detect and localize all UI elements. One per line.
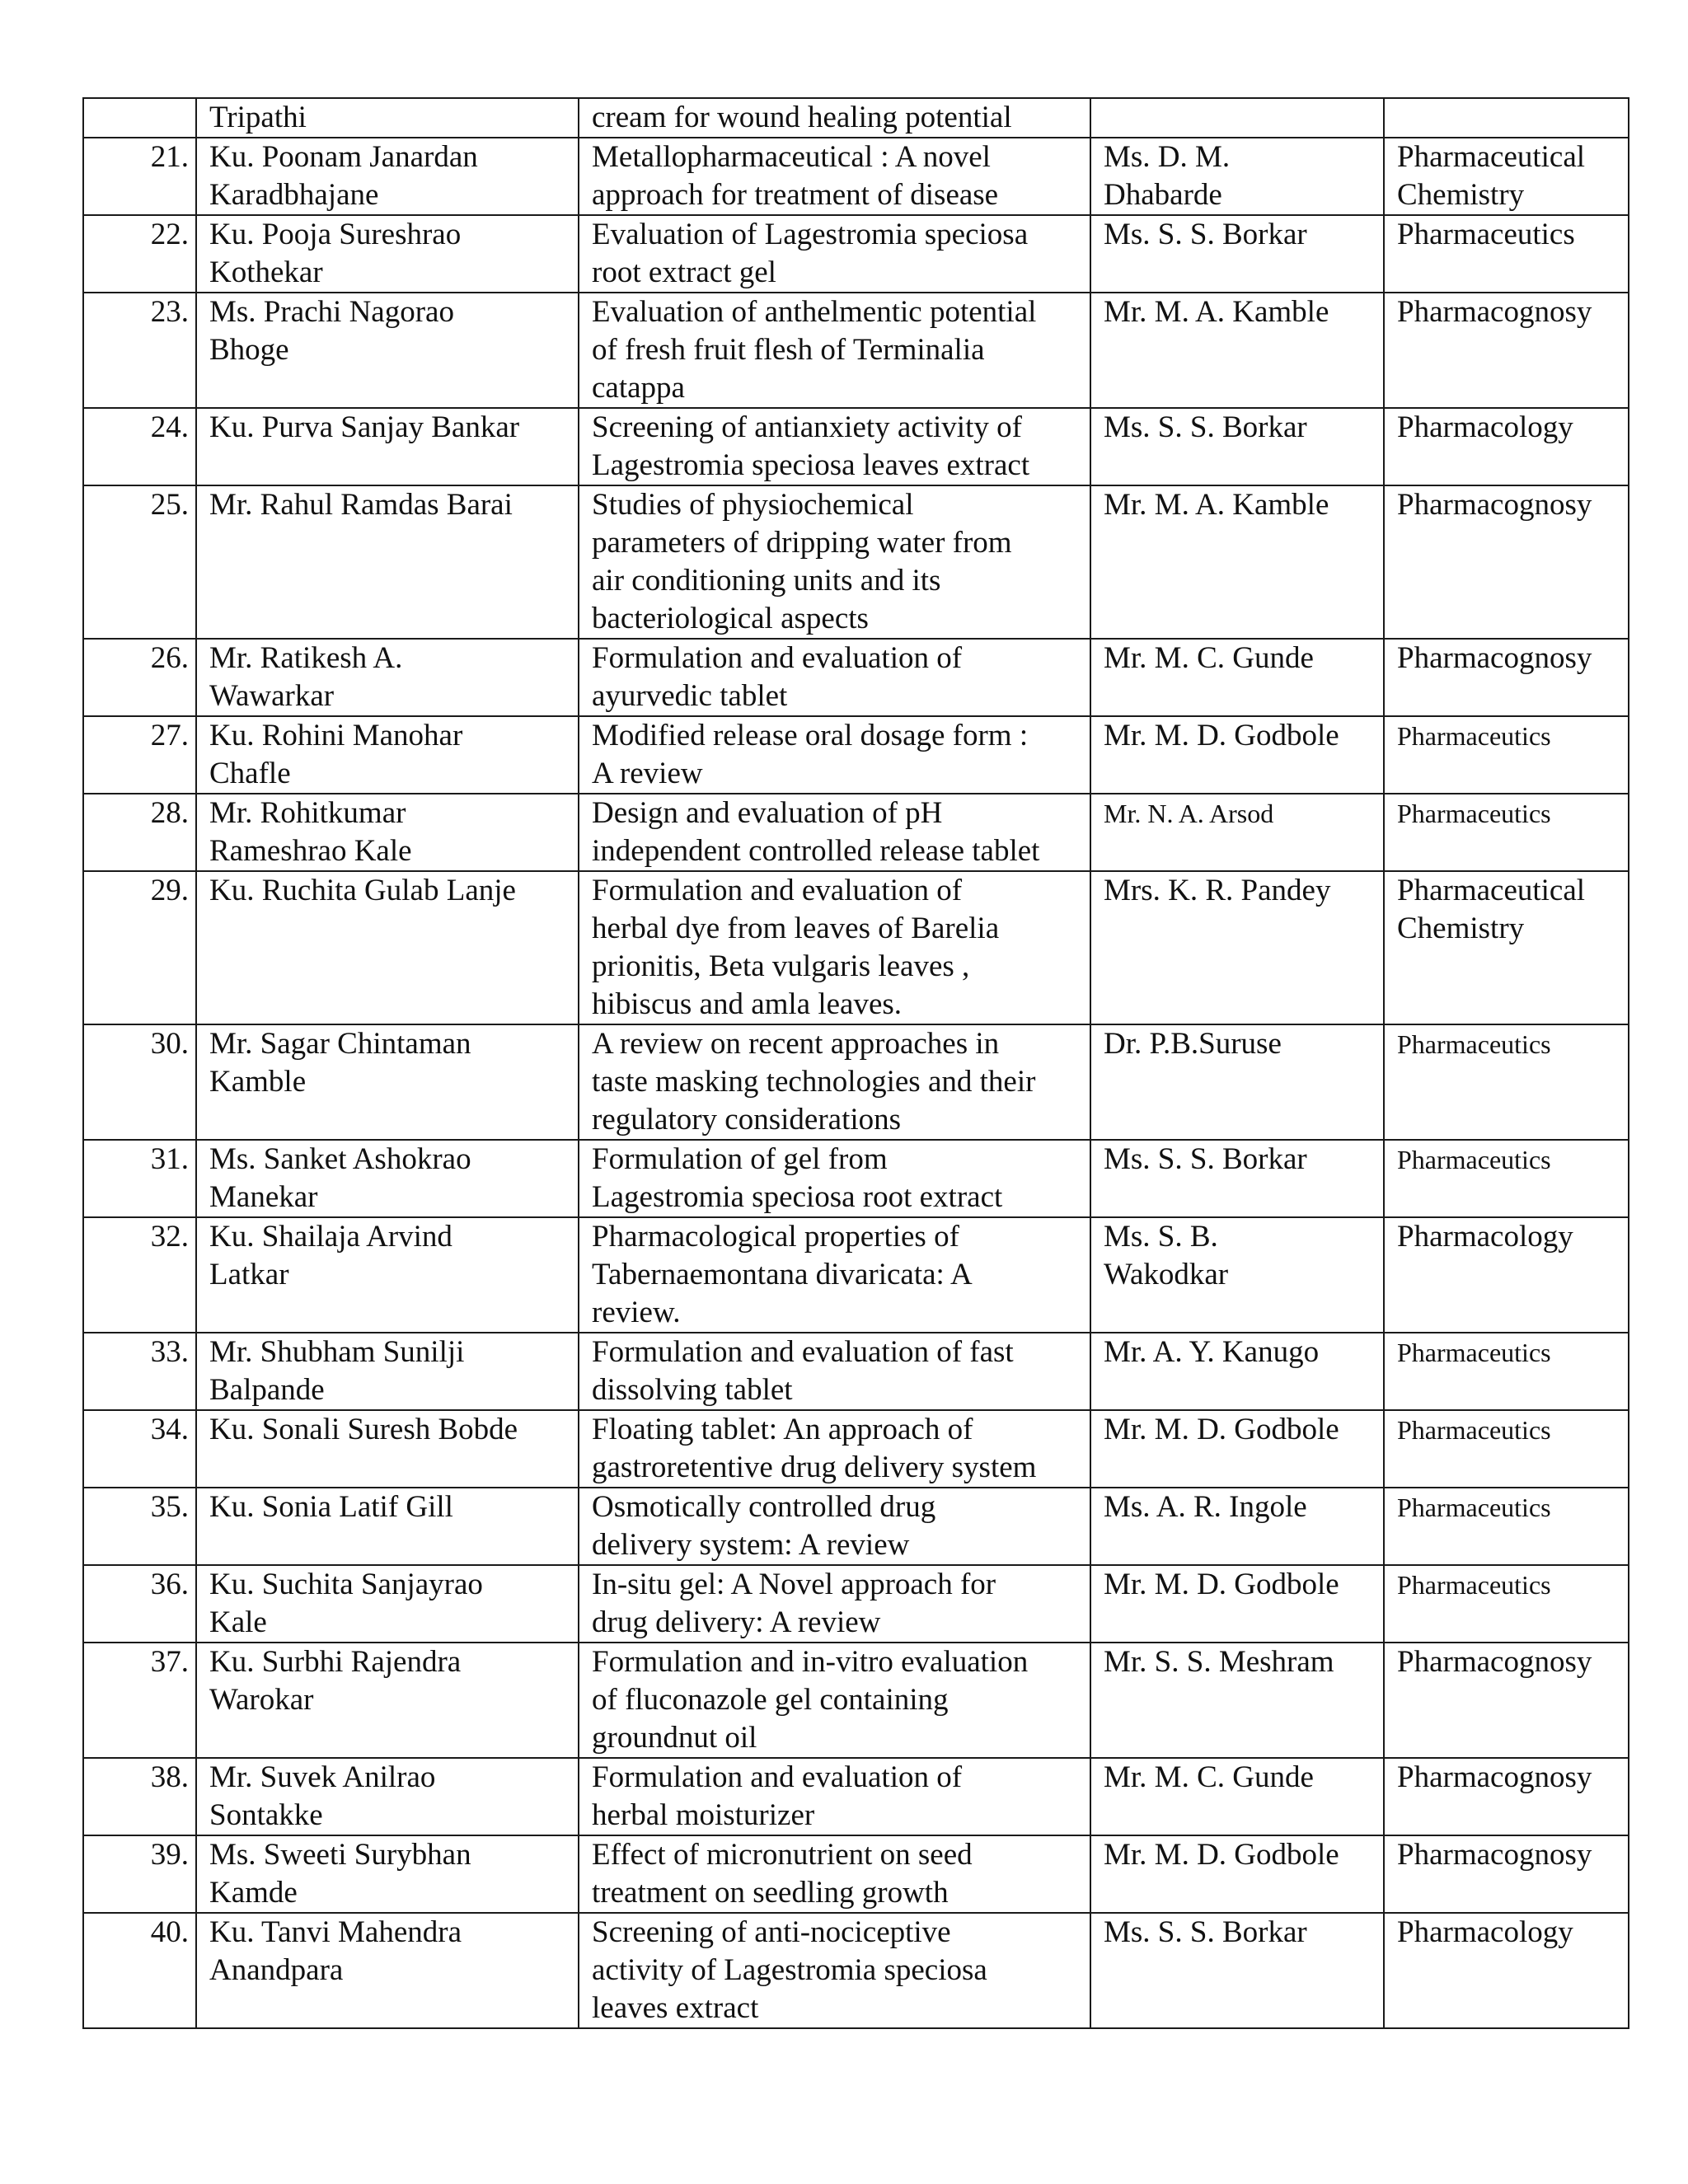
table-row xyxy=(83,1333,1629,1410)
student-name-cell: Ku. Sonali Suresh Bobde xyxy=(196,1410,579,1488)
serial-number-cell: 24. xyxy=(83,408,196,485)
student-name-cell: Ms. Prachi Nagorao Bhoge xyxy=(196,293,579,408)
table-row xyxy=(83,1643,1629,1758)
table-row xyxy=(83,1488,1629,1565)
table-row xyxy=(83,794,1629,871)
serial-number-cell: 40. xyxy=(83,1913,196,2028)
student-name-cell: Mr. Rohitkumar Rameshrao Kale xyxy=(196,794,579,871)
project-title-cell: Screening of anti-nociceptive activity of Lagestromia speciosa leaves extract xyxy=(579,1913,1090,2028)
table-row xyxy=(83,408,1629,485)
student-name-cell: Mr. Rahul Ramdas Barai xyxy=(196,485,579,639)
project-title-cell: Evaluation of anthelmentic potential of fresh fruit flesh of Terminalia catappa xyxy=(579,293,1090,408)
guide-name-cell: Mr. M. C. Gunde xyxy=(1090,1758,1384,1835)
serial-number-cell: 22. xyxy=(83,215,196,293)
student-name-cell: Ku. Shailaja Arvind Latkar xyxy=(196,1217,579,1333)
serial-number-cell: 34. xyxy=(83,1410,196,1488)
student-name-cell: Ms. Sweeti Surybhan Kamde xyxy=(196,1835,579,1913)
serial-number-cell: 32. xyxy=(83,1217,196,1333)
table-row xyxy=(83,639,1629,716)
guide-name-cell: Ms. S. S. Borkar xyxy=(1090,215,1384,293)
table-row xyxy=(83,1913,1629,2028)
guide-name-cell: Dr. P.B.Suruse xyxy=(1090,1024,1384,1140)
department-cell: Pharmacology xyxy=(1384,408,1629,485)
project-title-cell: Floating tablet: An approach of gastroretentive drug delivery system xyxy=(579,1410,1090,1488)
table-row xyxy=(83,215,1629,293)
department-cell: Pharmacognosy xyxy=(1384,293,1629,408)
project-title-cell: Pharmacological properties of Tabernaemontana divaricata: A review. xyxy=(579,1217,1090,1333)
guide-name-cell: Mr. M. D. Godbole xyxy=(1090,1835,1384,1913)
serial-number-cell: 28. xyxy=(83,794,196,871)
department-cell: Pharmaceutics xyxy=(1384,215,1629,293)
department-cell: Pharmaceutics xyxy=(1384,1333,1629,1410)
department-cell: Pharmacology xyxy=(1384,1913,1629,2028)
guide-name-cell: Ms. A. R. Ingole xyxy=(1090,1488,1384,1565)
table-row xyxy=(83,1410,1629,1488)
serial-number-cell: 37. xyxy=(83,1643,196,1758)
guide-name-cell: Ms. S. S. Borkar xyxy=(1090,408,1384,485)
student-name-cell: Mr. Suvek Anilrao Sontakke xyxy=(196,1758,579,1835)
serial-number-cell: 25. xyxy=(83,485,196,639)
guide-name-cell: Mr. M. A. Kamble xyxy=(1090,485,1384,639)
student-name-cell: Ku. Pooja Sureshrao Kothekar xyxy=(196,215,579,293)
guide-name-cell: Mr. M. D. Godbole xyxy=(1090,716,1384,794)
project-title-cell: Formulation of gel from Lagestromia speciosa root extract xyxy=(579,1140,1090,1217)
student-name-cell: Ms. Sanket Ashokrao Manekar xyxy=(196,1140,579,1217)
department-cell: Pharmaceutics xyxy=(1384,1565,1629,1643)
guide-name-cell: Mr. M. A. Kamble xyxy=(1090,293,1384,408)
table-row xyxy=(83,1217,1629,1333)
department-cell: Pharmaceutics xyxy=(1384,1024,1629,1140)
department-cell: Pharmacognosy xyxy=(1384,1758,1629,1835)
project-title-cell: cream for wound healing potential xyxy=(579,98,1090,138)
department-cell: Pharmaceutical Chemistry xyxy=(1384,138,1629,215)
serial-number-cell: 27. xyxy=(83,716,196,794)
project-title-cell: Formulation and evaluation of ayurvedic tablet xyxy=(579,639,1090,716)
project-title-cell: Modified release oral dosage form : A review xyxy=(579,716,1090,794)
project-title-cell: Effect of micronutrient on seed treatment on seedling growth xyxy=(579,1835,1090,1913)
table-row xyxy=(83,716,1629,794)
project-title-cell: Design and evaluation of pH independent controlled release tablet xyxy=(579,794,1090,871)
student-name-cell: Mr. Shubham Sunilji Balpande xyxy=(196,1333,579,1410)
student-name-cell: Ku. Surbhi Rajendra Warokar xyxy=(196,1643,579,1758)
project-title-cell: Metallopharmaceutical : A novel approach for treatment of disease xyxy=(579,138,1090,215)
department-cell: Pharmaceutical Chemistry xyxy=(1384,871,1629,1024)
project-title-cell: In-situ gel: A Novel approach for drug delivery: A review xyxy=(579,1565,1090,1643)
table-row xyxy=(83,1835,1629,1913)
table-row xyxy=(83,1565,1629,1643)
project-title-cell: Screening of antianxiety activity of Lagestromia speciosa leaves extract xyxy=(579,408,1090,485)
guide-name-cell: Mrs. K. R. Pandey xyxy=(1090,871,1384,1024)
student-name-cell: Ku. Ruchita Gulab Lanje xyxy=(196,871,579,1024)
student-name-cell: Ku. Sonia Latif Gill xyxy=(196,1488,579,1565)
guide-name-cell: Ms. S. B. Wakodkar xyxy=(1090,1217,1384,1333)
project-title-cell: Formulation and evaluation of herbal dye from leaves of Barelia prionitis, Beta vulgaris leaves , hibiscus and amla leaves. xyxy=(579,871,1090,1024)
serial-number-cell: 26. xyxy=(83,639,196,716)
student-name-cell: Mr. Sagar Chintaman Kamble xyxy=(196,1024,579,1140)
serial-number-cell xyxy=(83,98,196,138)
project-table xyxy=(82,97,1629,2029)
guide-name-cell: Ms. S. S. Borkar xyxy=(1090,1913,1384,2028)
department-cell: Pharmaceutics xyxy=(1384,1140,1629,1217)
project-title-cell: Formulation and in-vitro evaluation of fluconazole gel containing groundnut oil xyxy=(579,1643,1090,1758)
department-cell: Pharmaceutics xyxy=(1384,794,1629,871)
table-row xyxy=(83,98,1629,138)
department-cell: Pharmacognosy xyxy=(1384,1643,1629,1758)
project-title-cell: Formulation and evaluation of herbal moisturizer xyxy=(579,1758,1090,1835)
serial-number-cell: 38. xyxy=(83,1758,196,1835)
serial-number-cell: 30. xyxy=(83,1024,196,1140)
guide-name-cell: Mr. A. Y. Kanugo xyxy=(1090,1333,1384,1410)
guide-name-cell xyxy=(1090,98,1384,138)
student-name-cell: Ku. Suchita Sanjayrao Kale xyxy=(196,1565,579,1643)
guide-name-cell: Ms. D. M. Dhabarde xyxy=(1090,138,1384,215)
table-row xyxy=(83,1758,1629,1835)
department-cell: Pharmacognosy xyxy=(1384,485,1629,639)
project-title-cell: Formulation and evaluation of fast dissolving tablet xyxy=(579,1333,1090,1410)
department-cell: Pharmaceutics xyxy=(1384,1488,1629,1565)
serial-number-cell: 21. xyxy=(83,138,196,215)
table-row xyxy=(83,485,1629,639)
serial-number-cell: 33. xyxy=(83,1333,196,1410)
table-row xyxy=(83,1024,1629,1140)
department-cell: Pharmaceutics xyxy=(1384,716,1629,794)
guide-name-cell: Ms. S. S. Borkar xyxy=(1090,1140,1384,1217)
table-body xyxy=(83,98,1629,2028)
serial-number-cell: 35. xyxy=(83,1488,196,1565)
student-name-cell: Ku. Poonam Janardan Karadbhajane xyxy=(196,138,579,215)
project-title-cell: A review on recent approaches in taste masking technologies and their regulatory considerations xyxy=(579,1024,1090,1140)
student-name-cell: Ku. Tanvi Mahendra Anandpara xyxy=(196,1913,579,2028)
student-name-cell: Ku. Purva Sanjay Bankar xyxy=(196,408,579,485)
table-row xyxy=(83,1140,1629,1217)
table-row xyxy=(83,138,1629,215)
department-cell: Pharmaceutics xyxy=(1384,1410,1629,1488)
project-title-cell: Evaluation of Lagestromia speciosa root extract gel xyxy=(579,215,1090,293)
guide-name-cell: Mr. S. S. Meshram xyxy=(1090,1643,1384,1758)
serial-number-cell: 29. xyxy=(83,871,196,1024)
table-row xyxy=(83,293,1629,408)
serial-number-cell: 36. xyxy=(83,1565,196,1643)
project-title-cell: Osmotically controlled drug delivery system: A review xyxy=(579,1488,1090,1565)
serial-number-cell: 39. xyxy=(83,1835,196,1913)
department-cell: Pharmacognosy xyxy=(1384,1835,1629,1913)
serial-number-cell: 23. xyxy=(83,293,196,408)
guide-name-cell: Mr. M. C. Gunde xyxy=(1090,639,1384,716)
guide-name-cell: Mr. M. D. Godbole xyxy=(1090,1565,1384,1643)
department-cell: Pharmacognosy xyxy=(1384,639,1629,716)
student-name-cell: Mr. Ratikesh A. Wawarkar xyxy=(196,639,579,716)
guide-name-cell: Mr. M. D. Godbole xyxy=(1090,1410,1384,1488)
guide-name-cell: Mr. N. A. Arsod xyxy=(1090,794,1384,871)
department-cell: Pharmacology xyxy=(1384,1217,1629,1333)
serial-number-cell: 31. xyxy=(83,1140,196,1217)
department-cell xyxy=(1384,98,1629,138)
student-name-cell: Ku. Rohini Manohar Chafle xyxy=(196,716,579,794)
table-row xyxy=(83,871,1629,1024)
project-title-cell: Studies of physiochemical parameters of dripping water from air conditioning units and its bacteriological aspects xyxy=(579,485,1090,639)
student-name-cell: Tripathi xyxy=(196,98,579,138)
